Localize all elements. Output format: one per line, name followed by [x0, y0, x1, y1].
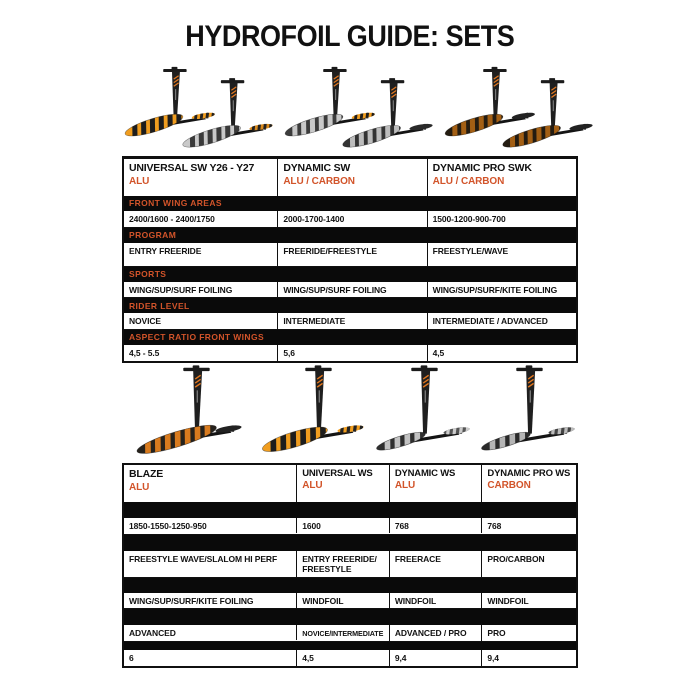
table-cell: NOVICE [129, 316, 161, 327]
table-cell: WINDFOIL [481, 593, 576, 609]
section-label: SPORTS [129, 268, 167, 279]
table-cell: 1600 [296, 518, 389, 534]
hydrofoil-render [472, 363, 578, 461]
section-bar-2 [124, 535, 576, 551]
page-title: HYDROFOIL GUIDE: SETS [185, 20, 515, 53]
product-header-dynamic-ws [389, 465, 482, 502]
table-cell: WING/SUP/SURF FOILING [129, 284, 233, 295]
table-cell: WING/SUP/SURF/KITE FOILING [427, 282, 576, 298]
table-row [124, 211, 576, 228]
table-cell: FREESTYLE/WAVE [427, 243, 576, 266]
section-label: RIDER LEVEL [129, 300, 190, 311]
dynamic-pro-swk-foil-image [442, 60, 602, 156]
table-cell: FREERACE [389, 551, 482, 577]
product-material: ALU [129, 176, 150, 188]
section-bar-front-wing-areas [124, 196, 576, 211]
product-name: DYNAMIC PRO WS [487, 467, 571, 479]
table-row [124, 625, 576, 642]
table-row [124, 593, 576, 610]
section-bar-1 [124, 502, 576, 518]
product-name: DYNAMIC PRO SWK [432, 162, 532, 174]
product-material: ALU [394, 480, 416, 492]
section-label: PROGRAM [129, 229, 177, 240]
hydrofoil-render [442, 60, 602, 153]
table-cell: INTERMEDIATE [277, 313, 426, 329]
table-row [124, 650, 576, 666]
section-label: FRONT WING AREAS [129, 198, 222, 209]
product-header-dynamic-sw [277, 159, 426, 196]
section-bar-4 [124, 609, 576, 625]
table-cell: FREERIDE/FREESTYLE [277, 243, 426, 266]
table-sets-sw [122, 156, 578, 363]
product-header-blaze [124, 465, 296, 502]
product-header-dynamic-pro-swk [427, 159, 576, 196]
universal-sw-foil-image [122, 60, 282, 156]
section-bar-3 [124, 578, 576, 593]
dynamic-ws-foil-image [367, 363, 473, 463]
table-cell: 5,6 [277, 345, 426, 361]
section-bar-sports [124, 267, 576, 282]
product-name: UNIVERSAL SW Y26 - Y27 [129, 162, 255, 174]
universal-ws-foil-image [261, 363, 367, 463]
table-cell: 9,4 [389, 650, 482, 666]
product-material: CARBON [487, 480, 531, 492]
table-header-row [124, 159, 576, 196]
product-header-universal-ws [296, 465, 389, 502]
product-material: ALU [129, 481, 150, 493]
section-label: ASPECT RATIO FRONT WINGS [129, 332, 265, 343]
section-bar-rider-level [124, 298, 576, 313]
product-material: ALU [302, 480, 323, 492]
table-cell: 2400/1600 - 2400/1750 [129, 214, 215, 224]
dynamic-pro-ws-foil-image [472, 363, 578, 463]
table-cell: ENTRY FREERIDE [129, 245, 202, 256]
guide-content [122, 60, 578, 668]
table-cell: INTERMEDIATE / ADVANCED [427, 313, 576, 329]
blaze-foil-image [122, 363, 261, 463]
product-name: BLAZE [129, 467, 163, 480]
table-cell: WING/SUP/SURF FOILING [277, 282, 426, 298]
table-row [124, 313, 576, 330]
table-cell: FREESTYLE WAVE/SLALOM HI PERF [129, 553, 278, 564]
section-bar-5 [124, 642, 576, 650]
product-material: ALU / CARBON [283, 176, 355, 188]
table-cell: NOVICE/INTERMEDIATE [296, 625, 389, 640]
table-cell: ADVANCED [129, 628, 176, 639]
product-name: DYNAMIC SW [283, 162, 351, 174]
top-product-images-row [122, 60, 578, 156]
hydrofoil-render [139, 363, 245, 461]
product-header-universal-sw [124, 159, 277, 196]
hydrofoil-render [282, 60, 442, 153]
table-cell: 1500-1200-900-700 [427, 211, 576, 227]
section-bar-program [124, 228, 576, 243]
table-cell: 4,5 [427, 345, 576, 361]
table-cell: WING/SUP/SURF/KITE FOILING [129, 595, 254, 606]
table-cell: 6 [129, 653, 134, 664]
table-row [124, 243, 576, 267]
table-cell: PRO/CARBON [481, 551, 576, 577]
table-cell: 768 [389, 518, 482, 534]
table-row [124, 282, 576, 299]
table-cell: ENTRY FREERIDE/ FREESTYLE [296, 551, 389, 577]
table-sets-ws [122, 463, 578, 669]
hydrofoil-render [261, 363, 367, 461]
dynamic-sw-foil-image [282, 60, 442, 156]
table-cell: WINDFOIL [296, 593, 389, 609]
product-header-dynamic-pro-ws [481, 465, 576, 502]
table-cell: WINDFOIL [389, 593, 482, 609]
table-cell: 4,5 - 5.5 [129, 347, 160, 358]
table-cell: PRO [481, 625, 576, 641]
product-material: ALU / CARBON [432, 176, 505, 188]
table-row [124, 551, 576, 578]
table-cell: 2000-1700-1400 [277, 211, 426, 227]
table-cell: ADVANCED / PRO [389, 625, 482, 641]
bottom-product-images-row [122, 363, 578, 463]
hydrofoil-render [122, 60, 282, 153]
table-header-row [124, 465, 576, 502]
hydrofoil-render [367, 363, 473, 461]
section-bar-aspect-ratio [124, 330, 576, 345]
table-row [124, 345, 576, 361]
table-row [124, 518, 576, 535]
table-cell: 9,4 [481, 650, 576, 666]
table-cell: 768 [481, 518, 576, 534]
product-name: DYNAMIC WS [394, 467, 456, 479]
table-cell: 1850-1550-1250-950 [129, 520, 207, 531]
table-cell: 4,5 [296, 650, 389, 666]
product-name: UNIVERSAL WS [302, 467, 373, 479]
